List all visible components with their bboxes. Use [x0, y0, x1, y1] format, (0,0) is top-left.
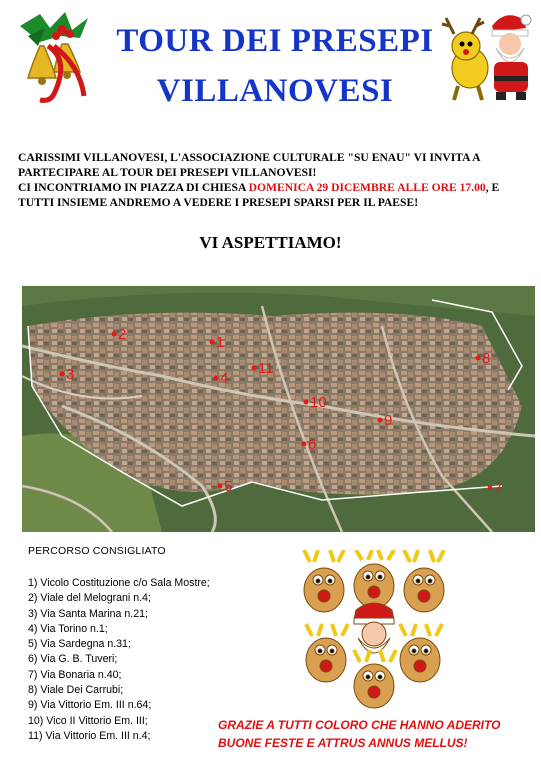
map-marker-6-label: 6 [308, 436, 317, 453]
route-item: 8) Viale Dei Carrubi; [28, 684, 124, 697]
route-item: 3) Via Santa Marina n.21; [28, 607, 148, 620]
map-marker-4-label: 4 [220, 370, 229, 387]
map-marker-1-dot [210, 340, 215, 345]
map-marker-3-label: 3 [66, 366, 75, 383]
route-list [28, 576, 210, 744]
route-item: 11) Via Vittorio Em. III n.4; [28, 729, 151, 742]
map-marker-6-dot [302, 442, 307, 447]
await-heading: VI ASPETTIAMO! [199, 233, 342, 252]
map-marker-7-dot [488, 486, 493, 491]
map-marker-8-dot [476, 356, 481, 361]
map-marker-1-label: 1 [216, 334, 225, 351]
map-marker-3-dot [60, 372, 65, 377]
closing-message [218, 716, 538, 752]
reindeer-head-icon [354, 550, 394, 608]
route-item: 10) Vico II Vittorio Em. III; [28, 714, 148, 727]
reindeer-head-icon [304, 550, 344, 612]
closing-wishes: BUONE FESTE E ATTRUS ANNUS MELLUS! [218, 736, 468, 750]
map-marker-9-label: 9 [384, 412, 393, 429]
route-item: 1) Vicolo Costituzione c/o Sala Mostre; [28, 577, 210, 589]
meeting-place: CI INCONTRIAMO IN PIAZZA DI CHIESA [18, 181, 249, 194]
reindeer-head-icon [400, 624, 442, 682]
map-marker-10-label: 10 [310, 394, 327, 411]
map-marker-11-dot [252, 366, 257, 371]
map-marker-4-dot [214, 376, 219, 381]
map-marker-2-dot [112, 332, 117, 337]
map-marker-5-dot [218, 484, 223, 489]
reindeer-head-icon [306, 624, 348, 682]
reindeer-santa-illustration [294, 550, 454, 710]
route-item: 7) Via Bonaria n.40; [28, 668, 122, 681]
christmas-bells-icon [10, 6, 110, 106]
map-marker-8-label: 8 [482, 350, 491, 367]
map-marker-2-label: 2 [118, 326, 127, 343]
invitation-line2 [18, 180, 530, 210]
aerial-map [22, 286, 535, 532]
invitation-line1: CARISSIMI VILLANOVESI, L'ASSOCIAZIONE CULTURALE "SU ENAU" VI INVITA A PARTECIPARE AL TOUR DEI PRESEPI VILLANOVESI! [18, 151, 480, 179]
santa-face-icon [354, 603, 394, 653]
route-title: PERCORSO CONSIGLIATO [28, 545, 166, 557]
reindeer-head-icon [404, 550, 444, 612]
page-title-line2: VILLANOVESI [156, 73, 394, 109]
route-item: 5) Via Sardegna n.31; [28, 638, 131, 651]
map-marker-7-label: 7 [494, 480, 503, 497]
map-marker-11-label: 11 [258, 360, 274, 377]
map-marker-9-dot [378, 418, 383, 423]
reindeer-head-icon [354, 650, 396, 708]
page-title-line1: TOUR DEI PRESEPI [116, 23, 434, 59]
invitation-closing: , E TUTTI INSIEME ANDREMO A VEDERE I PRESEPI SPARSI PER IL PAESE! [18, 181, 500, 209]
route-item: 9) Via Vittorio Em. III n.64; [28, 699, 152, 712]
santa-and-reindeer-icon [440, 6, 540, 106]
meeting-date: DOMENICA 29 DICEMBRE ALLE ORE 17.00 [248, 181, 486, 194]
map-marker-5-label: 5 [224, 478, 233, 495]
route-item: 6) Via G. B. Tuveri; [28, 653, 118, 666]
invitation-text [18, 150, 530, 210]
route-item: 4) Via Torino n.1; [28, 622, 108, 635]
closing-thanks: GRAZIE A TUTTI COLORO CHE HANNO ADERITO [218, 718, 501, 732]
route-item: 2) Viale del Melograni n.4; [28, 592, 151, 605]
map-marker-10-dot [304, 400, 309, 405]
